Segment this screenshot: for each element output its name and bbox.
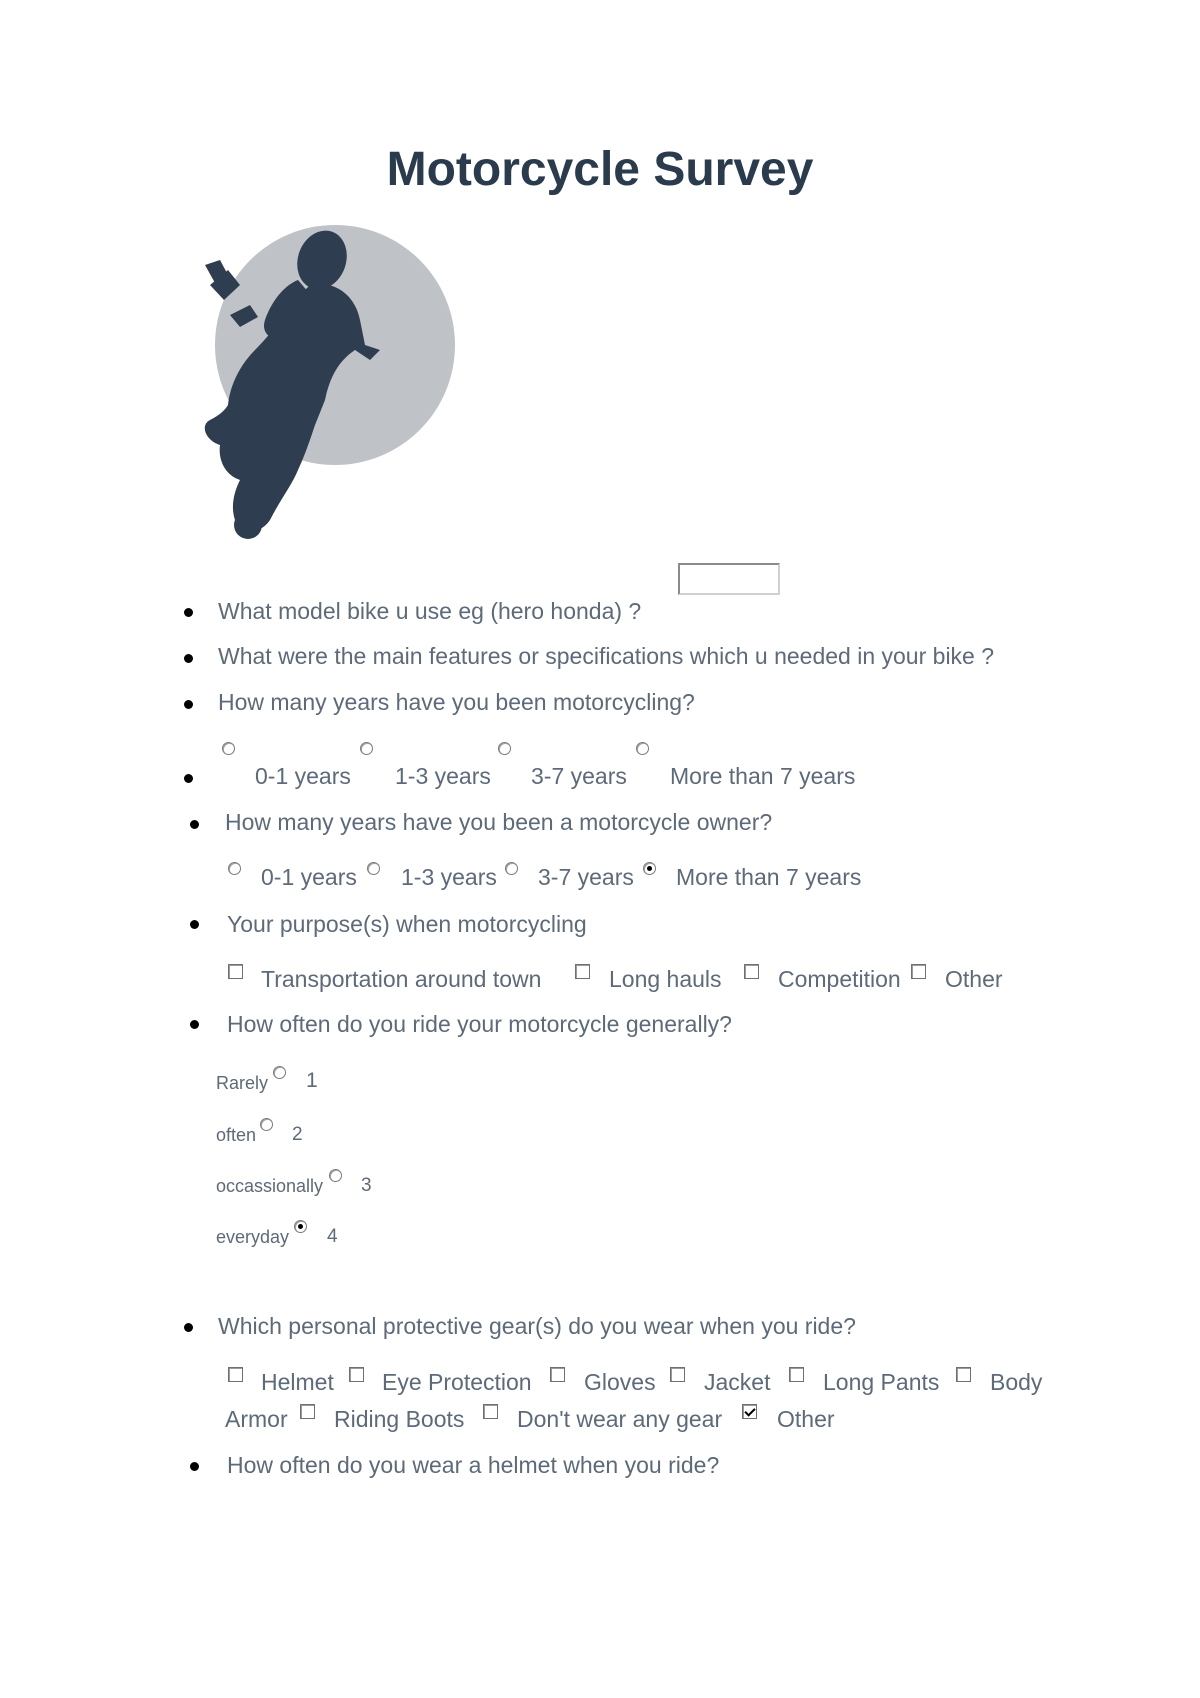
- bullet: [184, 654, 193, 663]
- years-riding-radio-1-3[interactable]: [360, 742, 373, 755]
- question-features: What were the main features or specifications which u needed in your bike ?: [218, 643, 995, 669]
- years-owner-radio-0-1[interactable]: [228, 862, 241, 875]
- gear-checkbox-long-pants[interactable]: [789, 1367, 804, 1382]
- question-purpose: Your purpose(s) when motorcycling: [227, 911, 587, 937]
- bullet: [184, 1323, 193, 1332]
- gear-checkbox-other[interactable]: [742, 1404, 757, 1419]
- gear-checkbox-jacket[interactable]: [670, 1367, 685, 1382]
- gear-checkbox-helmet[interactable]: [228, 1367, 243, 1382]
- years-riding-radio-0-1[interactable]: [222, 742, 235, 755]
- purpose-option-label: Competition: [778, 966, 901, 992]
- frequency-option-value: 4: [327, 1226, 338, 1247]
- purpose-option-label: Long hauls: [609, 966, 722, 992]
- years-owner-option-label: More than 7 years: [676, 864, 862, 890]
- bike-model-input[interactable]: [678, 563, 780, 595]
- years-riding-option-label: More than 7 years: [670, 763, 856, 789]
- bullet: [190, 1020, 199, 1029]
- bullet: [184, 700, 193, 709]
- years-owner-radio-3-7[interactable]: [505, 862, 518, 875]
- question-bike-model: What model bike u use eg (hero honda) ?: [218, 598, 642, 624]
- gear-option-label: Don't wear any gear: [517, 1406, 723, 1432]
- years-owner-radio-7plus[interactable]: [643, 862, 656, 875]
- frequency-radio-rarely[interactable]: [273, 1066, 286, 1079]
- frequency-radio-everyday[interactable]: [294, 1220, 307, 1233]
- gear-checkbox-eye-protection[interactable]: [349, 1367, 364, 1382]
- question-years-owner: How many years have you been a motorcycle owner?: [225, 809, 773, 835]
- years-owner-radio-1-3[interactable]: [367, 862, 380, 875]
- gear-option-label: Armor: [225, 1406, 288, 1432]
- frequency-radio-often[interactable]: [260, 1118, 273, 1131]
- purpose-option-label: Transportation around town: [261, 966, 542, 992]
- frequency-option-value: 3: [361, 1175, 372, 1196]
- years-riding-option-label: 1-3 years: [395, 763, 491, 789]
- years-owner-option-label: 0-1 years: [261, 864, 357, 890]
- frequency-option-label: occassionally: [216, 1176, 324, 1196]
- bullet: [184, 774, 193, 783]
- frequency-option-value: 2: [292, 1124, 303, 1145]
- frequency-option-label: often: [216, 1125, 257, 1145]
- purpose-checkbox-competition[interactable]: [744, 964, 759, 979]
- purpose-checkbox-other[interactable]: [911, 964, 926, 979]
- purpose-checkbox-long-hauls[interactable]: [575, 964, 590, 979]
- frequency-option-label: everyday: [216, 1227, 290, 1247]
- years-riding-option-label: 3-7 years: [531, 763, 627, 789]
- frequency-radio-occasionally[interactable]: [329, 1169, 342, 1182]
- frequency-option-label: Rarely: [216, 1073, 269, 1093]
- gear-option-label: Riding Boots: [334, 1406, 465, 1432]
- gear-checkbox-gloves[interactable]: [550, 1367, 565, 1382]
- gear-option-label: Gloves: [584, 1369, 656, 1395]
- gear-checkbox-no-gear[interactable]: [483, 1404, 498, 1419]
- years-owner-option-label: 1-3 years: [401, 864, 497, 890]
- years-riding-radio-7plus[interactable]: [636, 742, 649, 755]
- years-riding-radio-3-7[interactable]: [498, 742, 511, 755]
- bullet: [190, 820, 199, 829]
- years-owner-option-label: 3-7 years: [538, 864, 634, 890]
- gear-option-label: Other: [777, 1406, 835, 1432]
- page-title: Motorcycle Survey: [386, 143, 814, 196]
- gear-option-label: Jacket: [704, 1369, 771, 1395]
- question-helmet-frequency: How often do you wear a helmet when you ride?: [227, 1452, 720, 1478]
- question-ride-frequency: How often do you ride your motorcycle generally?: [227, 1011, 732, 1037]
- purpose-option-label: Other: [945, 966, 1003, 992]
- bullet: [190, 1462, 199, 1471]
- gear-option-label: Long Pants: [823, 1369, 940, 1395]
- gear-option-label: Helmet: [261, 1369, 334, 1395]
- question-years-riding: How many years have you been motorcycling?: [218, 689, 695, 715]
- frequency-option-value: 1: [306, 1069, 318, 1092]
- gear-checkbox-riding-boots[interactable]: [300, 1404, 315, 1419]
- gear-checkbox-body-armor[interactable]: [956, 1367, 971, 1382]
- years-riding-option-label: 0-1 years: [255, 763, 351, 789]
- purpose-checkbox-transportation[interactable]: [228, 964, 243, 979]
- gear-option-label: Body: [990, 1369, 1043, 1395]
- motorcycle-logo: [180, 225, 460, 545]
- gear-option-label: Eye Protection: [382, 1369, 532, 1395]
- question-protective-gear: Which personal protective gear(s) do you wear when you ride?: [218, 1313, 856, 1339]
- bullet: [190, 920, 199, 929]
- bullet: [184, 608, 193, 617]
